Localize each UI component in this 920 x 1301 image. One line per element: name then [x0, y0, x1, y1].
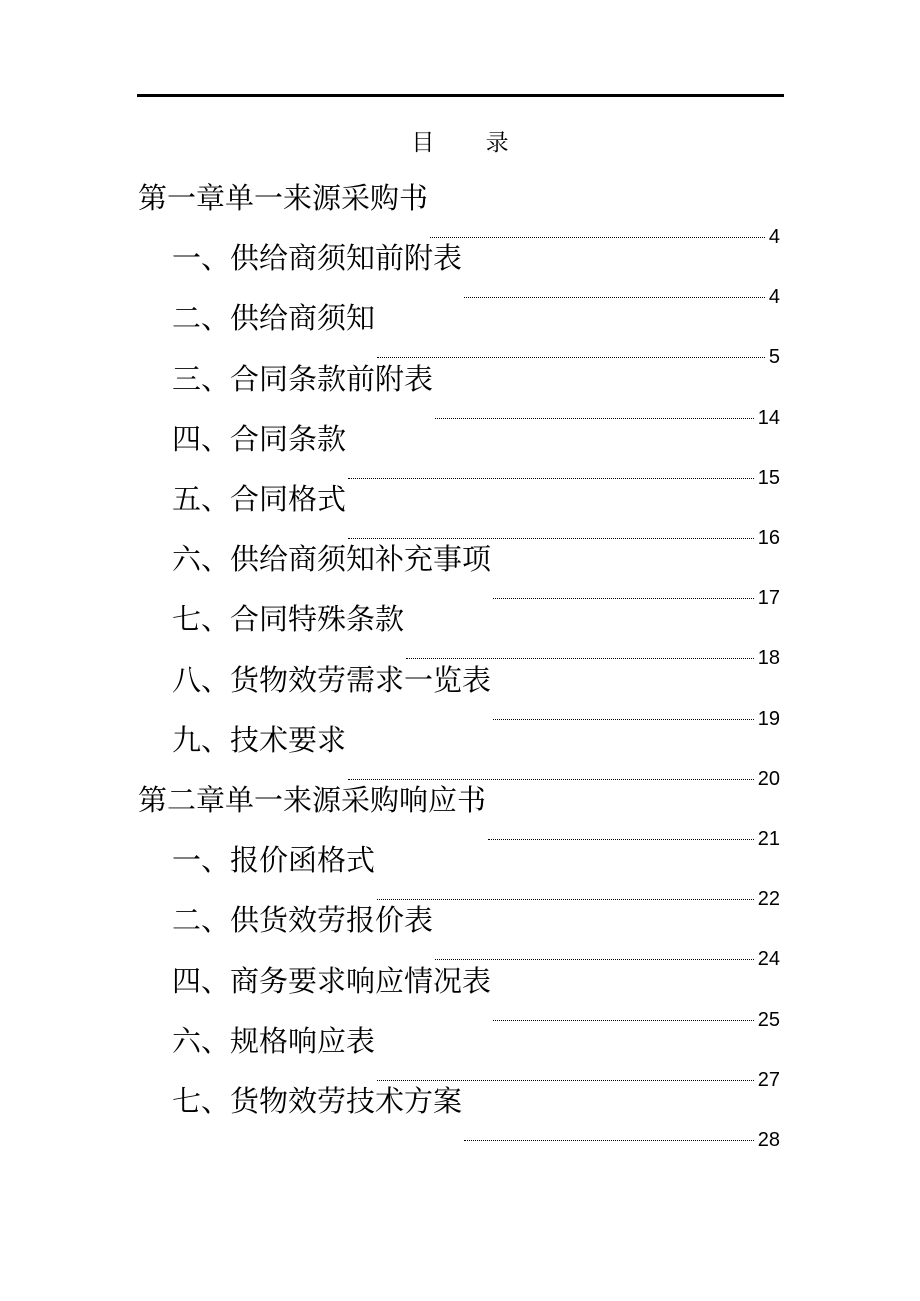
toc-entry-page: 25	[757, 1008, 780, 1031]
toc-entry-page: 27	[757, 1068, 780, 1091]
dot-leader	[430, 237, 765, 238]
toc-entry-label: 五、合同格式	[172, 482, 347, 516]
toc-entry-page: 19	[757, 707, 780, 730]
toc-entry-label: 四、合同条款	[172, 421, 347, 456]
dot-leader	[348, 478, 754, 479]
toc-entry[interactable]	[172, 1023, 780, 1091]
toc-entry-label: 六、供给商须知补充事项	[172, 542, 492, 577]
dot-leader	[464, 297, 765, 298]
dot-leader	[406, 658, 754, 659]
toc-entry[interactable]	[172, 963, 780, 1031]
toc-entry-chapter-1[interactable]	[138, 180, 780, 248]
toc-entry-label: 第一章单一来源采购书	[138, 181, 429, 215]
toc-entry-page: 16	[757, 527, 780, 549]
toc-title: 目 录	[411, 130, 531, 156]
dot-leader	[377, 357, 765, 358]
toc-entry-page: 4	[768, 286, 780, 309]
toc-entry-page: 4	[768, 226, 780, 248]
toc-entry-page: 14	[757, 406, 780, 429]
toc-entry[interactable]	[172, 1083, 780, 1151]
toc-entry-page: 21	[757, 828, 780, 850]
dot-leader	[488, 839, 754, 840]
toc-entry[interactable]	[172, 240, 780, 309]
toc-entry[interactable]	[172, 361, 780, 429]
dot-leader	[493, 1020, 754, 1021]
dot-leader	[377, 899, 754, 900]
toc-entry-label: 第二章单一来源采购响应书	[138, 783, 487, 817]
toc-entry[interactable]	[172, 421, 780, 489]
toc-entry-page: 15	[757, 466, 780, 489]
dot-leader	[493, 719, 754, 720]
toc-entry-label: 七、合同特殊条款	[172, 602, 405, 637]
toc-entry-label: 二、供给商须知	[172, 301, 376, 336]
toc-entry-label: 三、合同条款前附表	[172, 361, 434, 396]
dot-leader	[493, 598, 754, 599]
toc-entry-label: 四、商务要求响应情况表	[172, 963, 492, 998]
toc-entry[interactable]	[172, 601, 780, 670]
dot-leader	[435, 959, 754, 960]
toc-entry-page: 17	[757, 587, 780, 610]
toc-entry-label: 二、供货效劳报价表	[172, 903, 434, 938]
toc-entry[interactable]	[172, 722, 780, 790]
toc-entry[interactable]	[172, 300, 780, 369]
toc-entry-label: 六、规格响应表	[172, 1023, 376, 1058]
toc-entry-chapter-2[interactable]	[138, 782, 780, 850]
toc-entry-label: 一、报价函格式	[172, 843, 376, 878]
toc-entry-label: 九、技术要求	[172, 722, 347, 757]
toc-entry[interactable]	[172, 842, 780, 911]
toc-entry[interactable]	[172, 541, 780, 610]
dot-leader	[377, 1080, 754, 1081]
toc-entry-label: 一、供给商须知前附表	[172, 241, 463, 276]
toc-entry[interactable]	[172, 902, 780, 971]
toc-entry-page: 5	[768, 346, 780, 369]
dot-leader	[435, 418, 754, 419]
toc-entry[interactable]	[172, 662, 780, 730]
toc-entry[interactable]	[172, 481, 780, 549]
toc-entry-page: 22	[757, 888, 780, 911]
dot-leader	[348, 538, 754, 539]
toc-entry-page: 18	[757, 647, 780, 670]
toc-entry-page: 20	[757, 767, 780, 790]
toc-entry-label: 七、货物效劳技术方案	[172, 1084, 463, 1118]
toc-entry-page: 28	[757, 1129, 780, 1151]
dot-leader	[348, 779, 754, 780]
toc-entry-page: 24	[757, 948, 780, 971]
dot-leader	[464, 1140, 754, 1141]
toc-entry-label: 八、货物效劳需求一览表	[172, 662, 492, 697]
